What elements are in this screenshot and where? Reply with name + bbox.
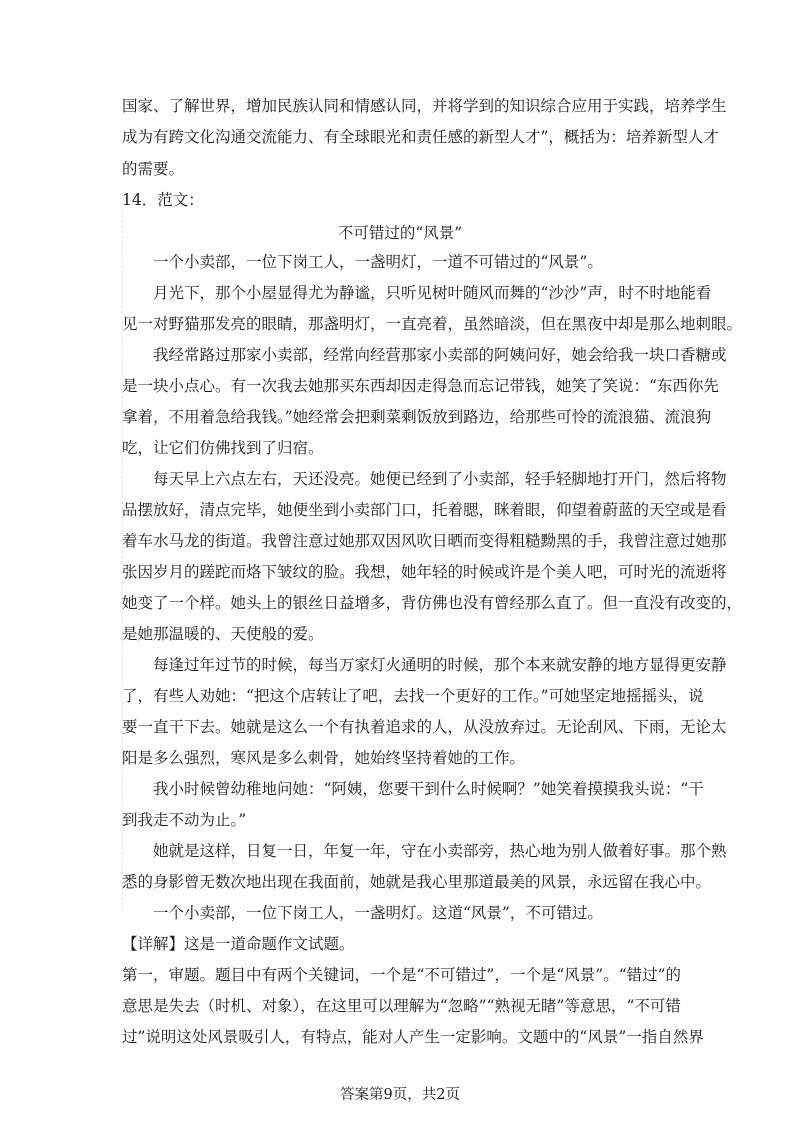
text-line: 要一直干下去。她就是这么一个有执着追求的人，从没放弃过。无论刮风、下雨，无论太 xyxy=(122,718,727,736)
text-line: 吃，让它们仿佛找到了归宿。 xyxy=(122,439,324,457)
text-line: 第一，审题。题目中有两个关键词，一个是“不可错过”，一个是“风景”。“错过”的 xyxy=(122,966,682,984)
text-line: 的需要。 xyxy=(122,160,185,178)
text-line: 过”说明这处风景吸引人，有特点，能对人产生一定影响。文题中的“风景”一指自然界 xyxy=(122,1028,704,1046)
text-line: 了，有些人劝她：“把这个店转让了吧，去找一个更好的工作。”可她坚定地摇摇头，说 xyxy=(122,687,704,705)
text-line: 一个小卖部，一位下岗工人，一盏明灯，一道不可错过的“风景”。 xyxy=(122,253,603,271)
text-line: 张因岁月的蹉跎而烙下皱纹的脸。我想，她年轻的时候或许是个美人吧，可时光的流逝将 xyxy=(122,563,727,581)
text-line: 到我走不动为止。” xyxy=(122,811,247,829)
text-line: 一个小卖部，一位下岗工人，一盏明灯。这道“风景”，不可错过。 xyxy=(122,904,603,922)
text-line: 国家、了解世界，增加民族认同和情感认同，并将学到的知识综合应用于实践，培养学生 xyxy=(122,97,727,115)
text-line: 品摆放好，清点完毕，她便坐到小卖部门口，托着腮，眯着眼，仰望着蔚蓝的天空或是看 xyxy=(122,501,727,519)
text-line: 她就是这样，日复一日，年复一年，守在小卖部旁，热心地为别人做着好事。那个熟 xyxy=(122,842,727,860)
text-line: 【详解】这是一道命题作文试题。 xyxy=(122,935,355,953)
text-line: 是她那温暖的、天使般的爱。 xyxy=(122,625,324,643)
text-line: 她变了一个样。她头上的银丝日益增多，背仿佛也没有曾经那么直了。但一直没有改变的， xyxy=(122,594,743,612)
text-line: 拿着，不用着急给我钱。”她经常会把剩菜剩饭放到路边，给那些可怜的流浪猫、流浪狗 xyxy=(122,408,712,426)
text-line: 见一对野猫那发亮的眼睛，那盏明灯，一直亮着，虽然暗淡，但在黑夜中却是那么地刺眼。 xyxy=(122,315,743,333)
text-line: 月光下，那个小屋显得尤为静谧，只听见树叶随风而舞的“沙沙”声，时不时地能看 xyxy=(122,284,712,302)
text-line: 是一块小点心。有一次我去她那买东西却因走得急而忘记带钱，她笑了笑说：“东西你先 xyxy=(122,377,719,395)
text-line: 意思是失去（时机、对象），在这里可以理解为“忽略”“熟视无睹”等意思，“不可错 xyxy=(122,997,681,1015)
text-line: 我经常路过那家小卖部，经常向经营那家小卖部的阿姨问好，她会给我一块口香糖或 xyxy=(122,346,727,364)
text-line: 着车水马龙的街道。我曾注意过她那双因风吹日晒而变得粗糙黝黑的手，我曾注意过她那 xyxy=(122,532,727,550)
text-line: 悉的身影曾无数次地出现在我面前，她就是我心里那道最美的风景，永远留在我心中。 xyxy=(122,873,712,891)
text-line: 每天早上六点左右，天还没亮。她便已经到了小卖部，轻手轻脚地打开门，然后将物 xyxy=(122,470,727,488)
text-line: 我小时候曾幼稚地问她：“阿姨，您要干到什么时候啊？”她笑着摸摸我头说：“干 xyxy=(122,780,704,798)
text-line: 14．范文： xyxy=(122,191,204,209)
page-footer: 答案第9页，共2页 xyxy=(340,1087,460,1103)
essay-title: 不可错过的“风景” xyxy=(337,224,463,242)
text-line: 每逢过年过节的时候，每当万家灯火通明的时候，那个本来就安静的地方显得更安静 xyxy=(122,656,727,674)
text-line: 成为有跨文化沟通交流能力、有全球眼光和责任感的新型人才”，概括为：培养新型人才 xyxy=(122,128,719,146)
text-line: 阳是多么强烈，寒风是多么刺骨，她始终坚持着她的工作。 xyxy=(122,749,526,767)
